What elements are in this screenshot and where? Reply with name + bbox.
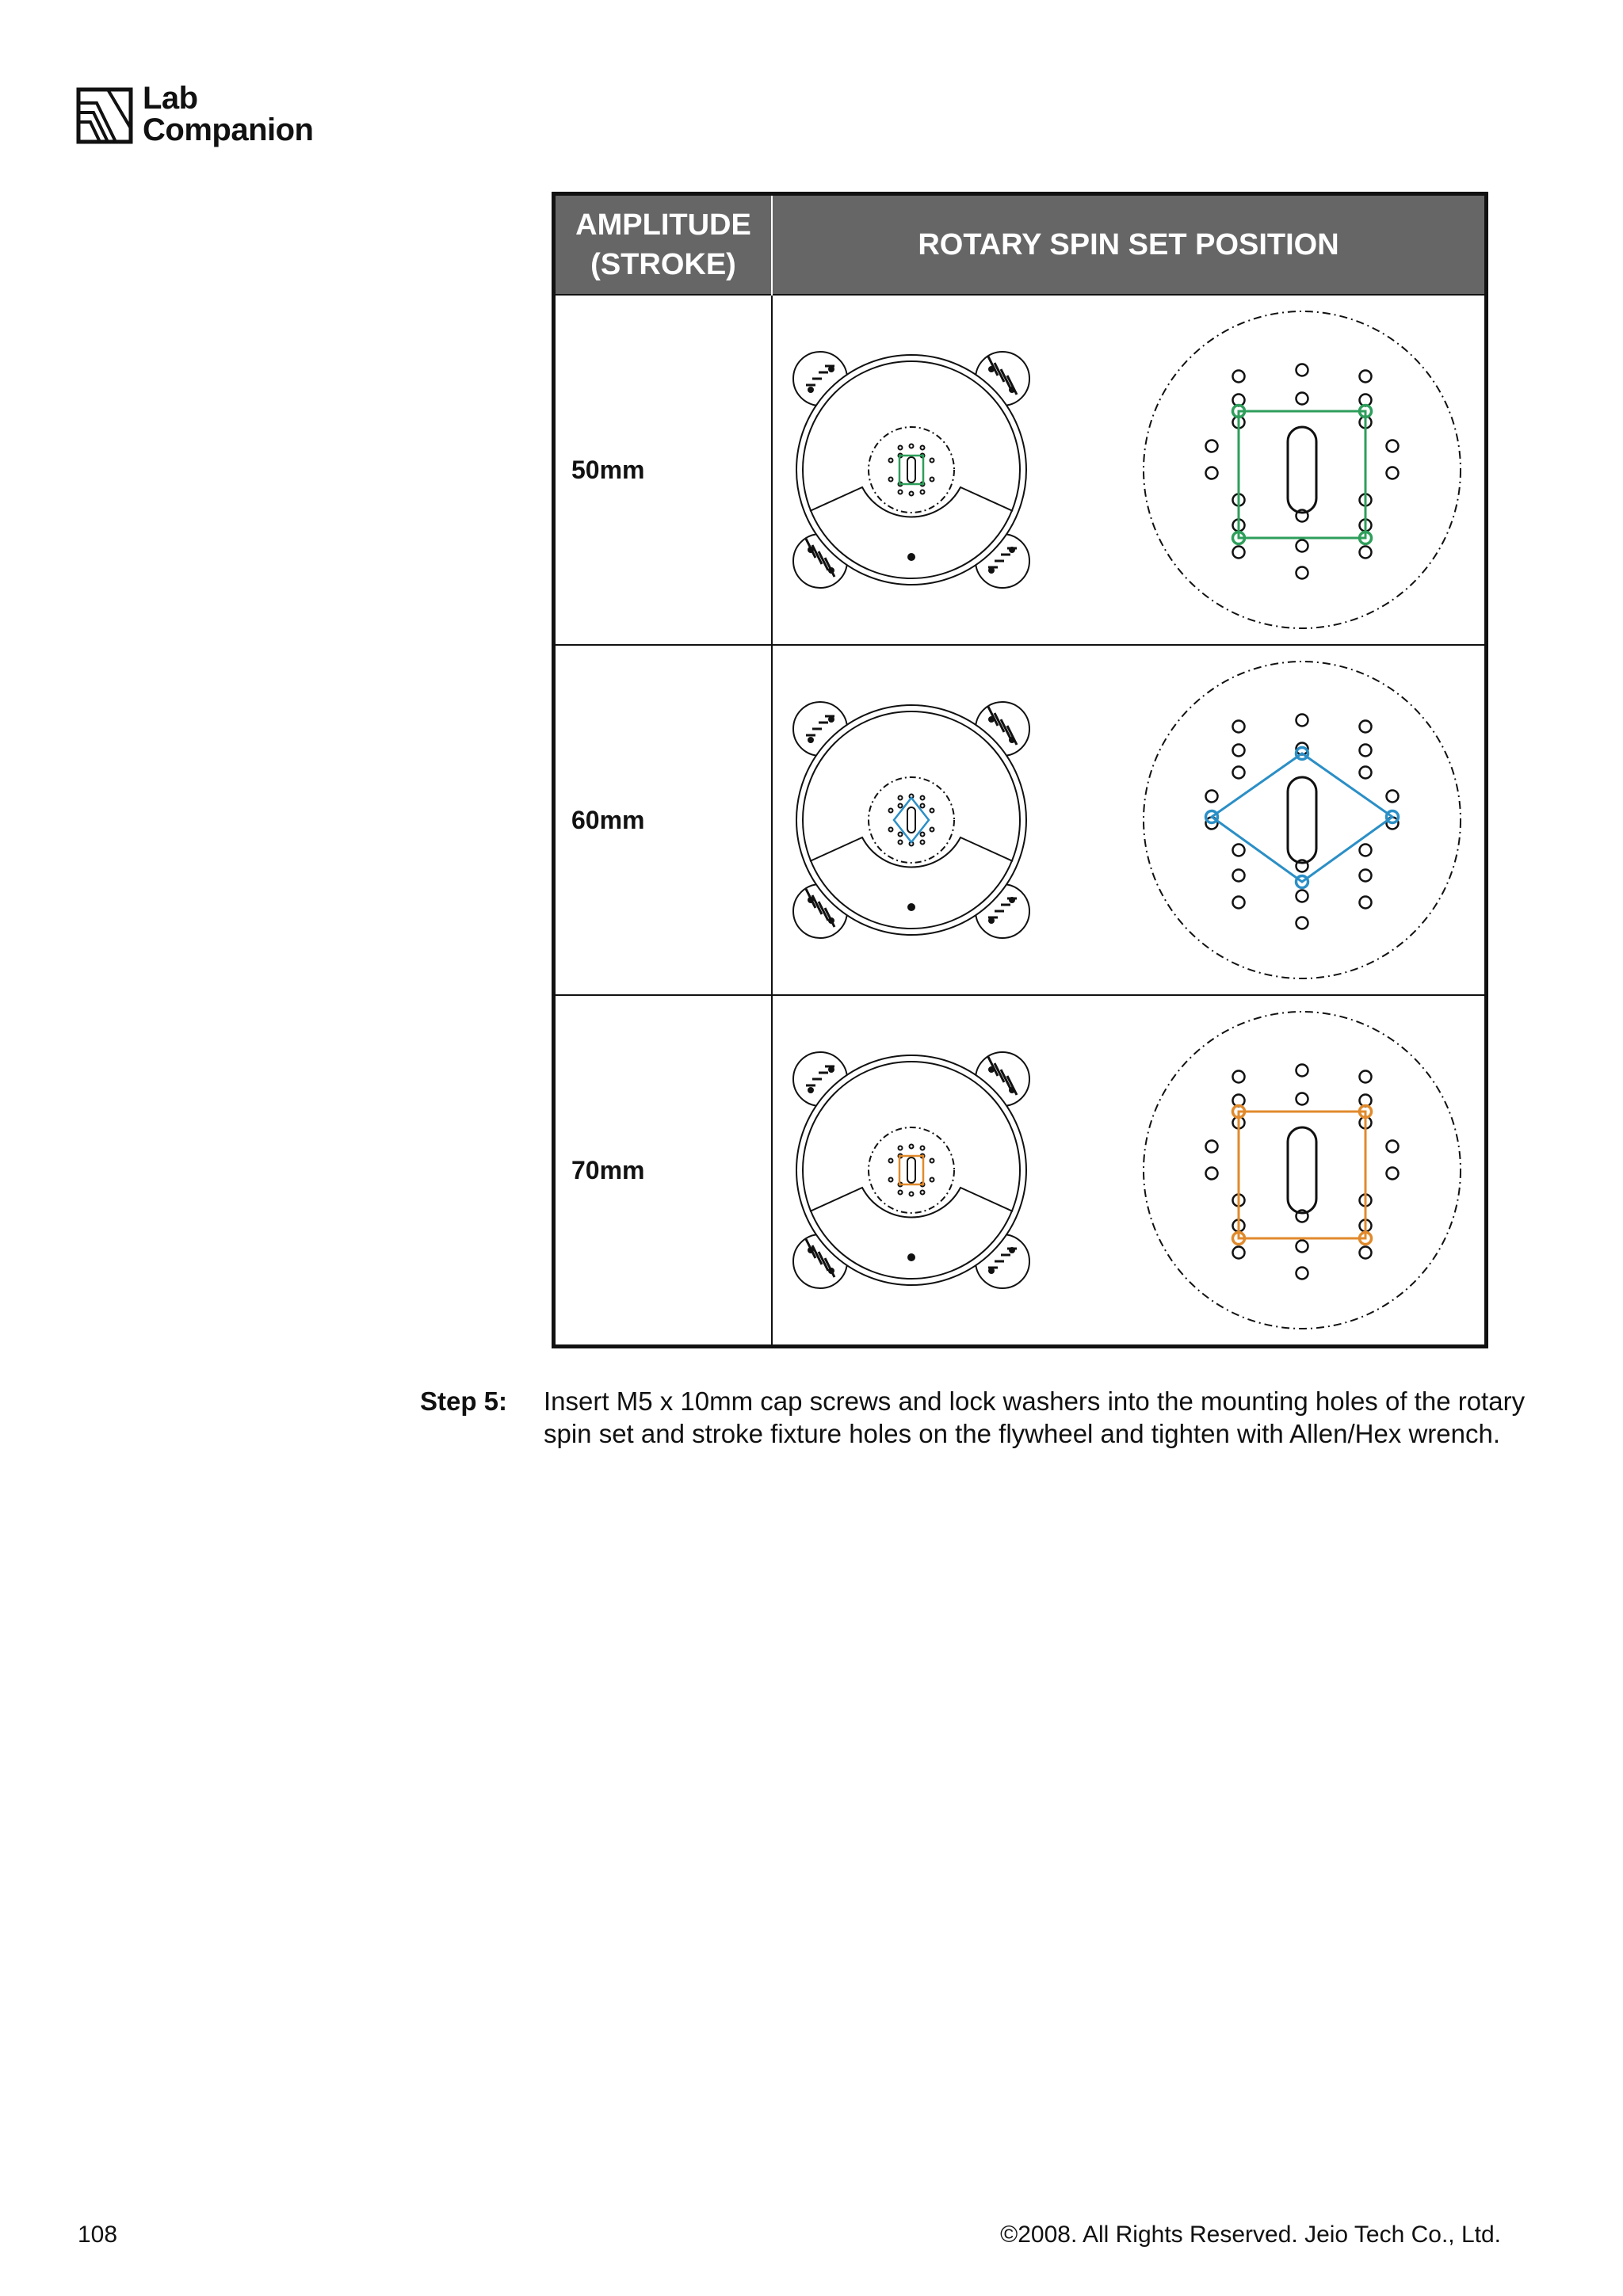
position-diagram-cell: [772, 295, 1487, 645]
spin-set-diagram-70mm: [773, 997, 1486, 1343]
flywheel-base-icon: [793, 1052, 1029, 1288]
header-position: ROTARY SPIN SET POSITION: [772, 194, 1487, 296]
page-number: 108: [78, 2222, 118, 2248]
table-row: [554, 295, 1487, 645]
flywheel-base-icon: [793, 702, 1029, 938]
table-row: [554, 995, 1487, 1347]
flywheel-base-icon: [793, 352, 1029, 588]
position-diagram-cell: [772, 645, 1487, 995]
table-row: [554, 645, 1487, 995]
copyright: ©2008. All Rights Reserved. Jeio Tech Co., Ltd.: [1000, 2222, 1501, 2248]
position-diagram-cell: [772, 995, 1487, 1347]
header-amplitude-line2: (STROKE): [590, 248, 736, 281]
rotary-spin-set-table: [552, 192, 1488, 1348]
logo-line2: Companion: [143, 113, 314, 147]
logo-mark-icon: [76, 87, 133, 144]
rotary-spin-set-detail-icon: [1144, 311, 1461, 628]
header-amplitude: [554, 194, 773, 296]
rotary-spin-set-detail-icon: [1144, 662, 1461, 978]
spin-set-diagram-60mm: [773, 647, 1486, 993]
company-logo: [76, 82, 346, 154]
step-label: Step 5:: [420, 1386, 508, 1416]
amplitude-50: 50mm: [554, 295, 773, 645]
spin-set-diagram-50mm: [773, 297, 1486, 643]
step-text: Insert M5 x 10mm cap screws and lock washers into the mounting holes of the rotary spin set and stroke fixture holes on the flywheel and tighten with Allen/Hex wrench.: [544, 1386, 1526, 1448]
logo-line1: Lab: [143, 81, 198, 116]
header-amplitude-line1: AMPLITUDE: [575, 208, 751, 242]
amplitude-70: 70mm: [554, 995, 773, 1347]
rotary-spin-set-detail-icon: [1144, 1012, 1461, 1329]
amplitude-60: 60mm: [554, 645, 773, 995]
